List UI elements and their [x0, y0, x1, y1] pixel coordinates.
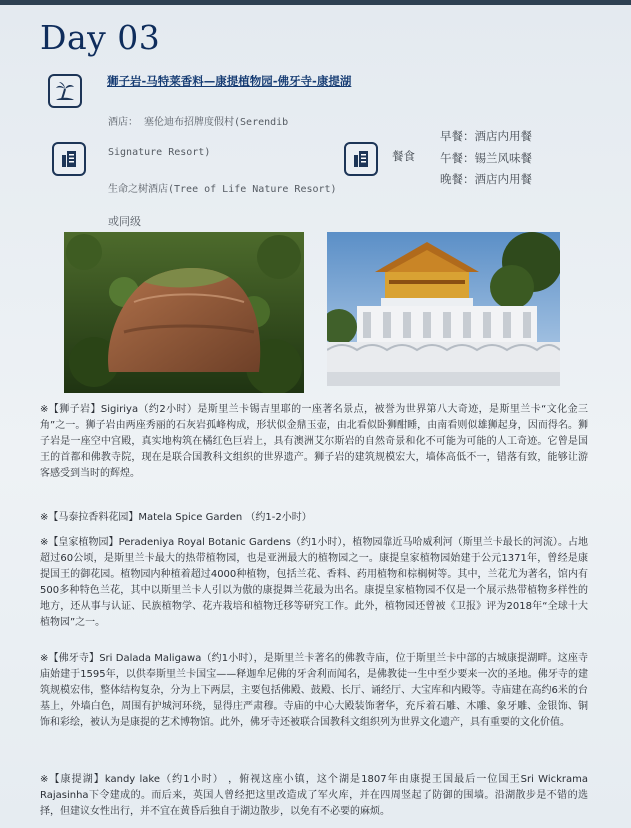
- building-icon: [344, 142, 378, 176]
- hotel-line-3: 生命之树酒店(Tree of Life Nature Resort): [108, 184, 337, 195]
- meal-label: 餐食: [392, 149, 415, 163]
- top-border: [0, 0, 631, 5]
- hotel-line-1: 酒店： 塞伦迪布招牌度假村(Serendib: [108, 117, 289, 128]
- day-title: Day 03: [40, 18, 161, 57]
- hotel-line-4: 或同级: [108, 215, 141, 228]
- hotel-line-2: Signature Resort): [108, 147, 211, 158]
- paragraph-sigiriya: ※【狮子岩】Sigiriya（约2小时）是斯里兰卡锡吉里耶的一座著名景点，被誉为世界第八大奇迹，是斯里兰卡“文化金三角”之一。狮子岩由两座秀丽的石灰岩孤峰构成，形状似金鼎玉壶，由北看似卧狮酣睡，由南看则似雄狮起身，因而得名。狮子岩是一座空中宫殿，真实地构筑在橘红色巨岩上，具有澳洲艾尔斯岩的自然奇景和化不可能为可能的人工奇迹。它曾是国王的首都和佛教寺院，现在是联合国教科文组织的世界遗产。狮子岩的建筑规模宏大，墙体高低不一，错落有致，能够让游客感受到当时的辉煌。: [40, 404, 588, 479]
- paragraph-temple: ※【佛牙寺】Sri Dalada Maligawa（约1小时），是斯里兰卡著名的佛教寺庙，位于斯里兰卡中部的古城康提湖畔。这座寺庙始建于1595年，以供奉斯里兰卡国宝——释迦牟尼佛的牙舍利而闻名，是佛教徒一生中至少要来一次的圣地。佛牙寺的建筑规模宏伟，整体结构复杂，分为上下两层，主要包括佛殿、鼓殿、长厅、诵经厅、大宝库和内殿等。寺庙建在高约6米的台基上，外墙白色，周围有护城河环绕，显得庄严肃穆。寺庙的中心大殿装饰奢华，充斥着石雕、木雕、象牙雕、金银饰、铜饰和彩绘，被认为是康提的艺术博物馆。此外，佛牙寺还被联合国教科文组织列为世界文化遗产，具有重要的文化价值。: [40, 653, 588, 728]
- meal-dinner: 晚餐：酒店内用餐: [440, 172, 532, 186]
- paragraph-peradeniya: ※【皇家植物园】Peradeniya Royal Botanic Gardens（约1小时），植物园靠近马哈威利河（斯里兰卡最长的河流）。占地超过60公顷，是斯里兰卡最大的热带植物园，也是亚洲最大的植物园之一。康提皇家植物园始建于公元1371年，曾经是康提国王的御花园。植物园内种植着超过4000种植物，包括兰花、香料、药用植物和棕榈树等。其中，兰花尤为著名，馆内有500多种特色兰花，其中以斯里兰卡人引以为傲的康提舞兰花最为出名。康提皇家植物园不仅是一个展示热带植物多样性的地方，还从事与认证、民族植物学、花卉栽培和植物迁移等研究工作。此外，植物园还曾被《卫报》评为2018年“全球十大植物园”之一。: [40, 537, 588, 628]
- meal-lunch: 午餐：锡兰风味餐: [440, 151, 532, 165]
- sigiriya-photo: [64, 232, 304, 393]
- building-icon: [52, 142, 86, 176]
- palm-island-icon: [48, 74, 82, 108]
- route-title: 狮子岩-马特莱香料—康提植物园-佛牙寺-康提湖: [107, 74, 352, 88]
- temple-photo: [327, 232, 560, 386]
- paragraph-lake: ※【康提湖】kandy lake（约1小时） ，俯视这座小镇，这个湖是1807年由康提王国最后一位国王Sri Wickrama Rajasinha下令建成的。而后来，英国人曾经把这里改造成了军火库，并在四周竖起了防御的围墙。沿湖散步是不错的选择，但建议女性出行，并不宜在黄昏后独自于湖边散步，以免有不必要的麻烦。: [40, 774, 588, 817]
- paragraph-matale: ※【马泰拉香料花园】Matela Spice Garden （约1-2小时）: [40, 512, 312, 523]
- meal-breakfast: 早餐：酒店内用餐: [440, 129, 532, 143]
